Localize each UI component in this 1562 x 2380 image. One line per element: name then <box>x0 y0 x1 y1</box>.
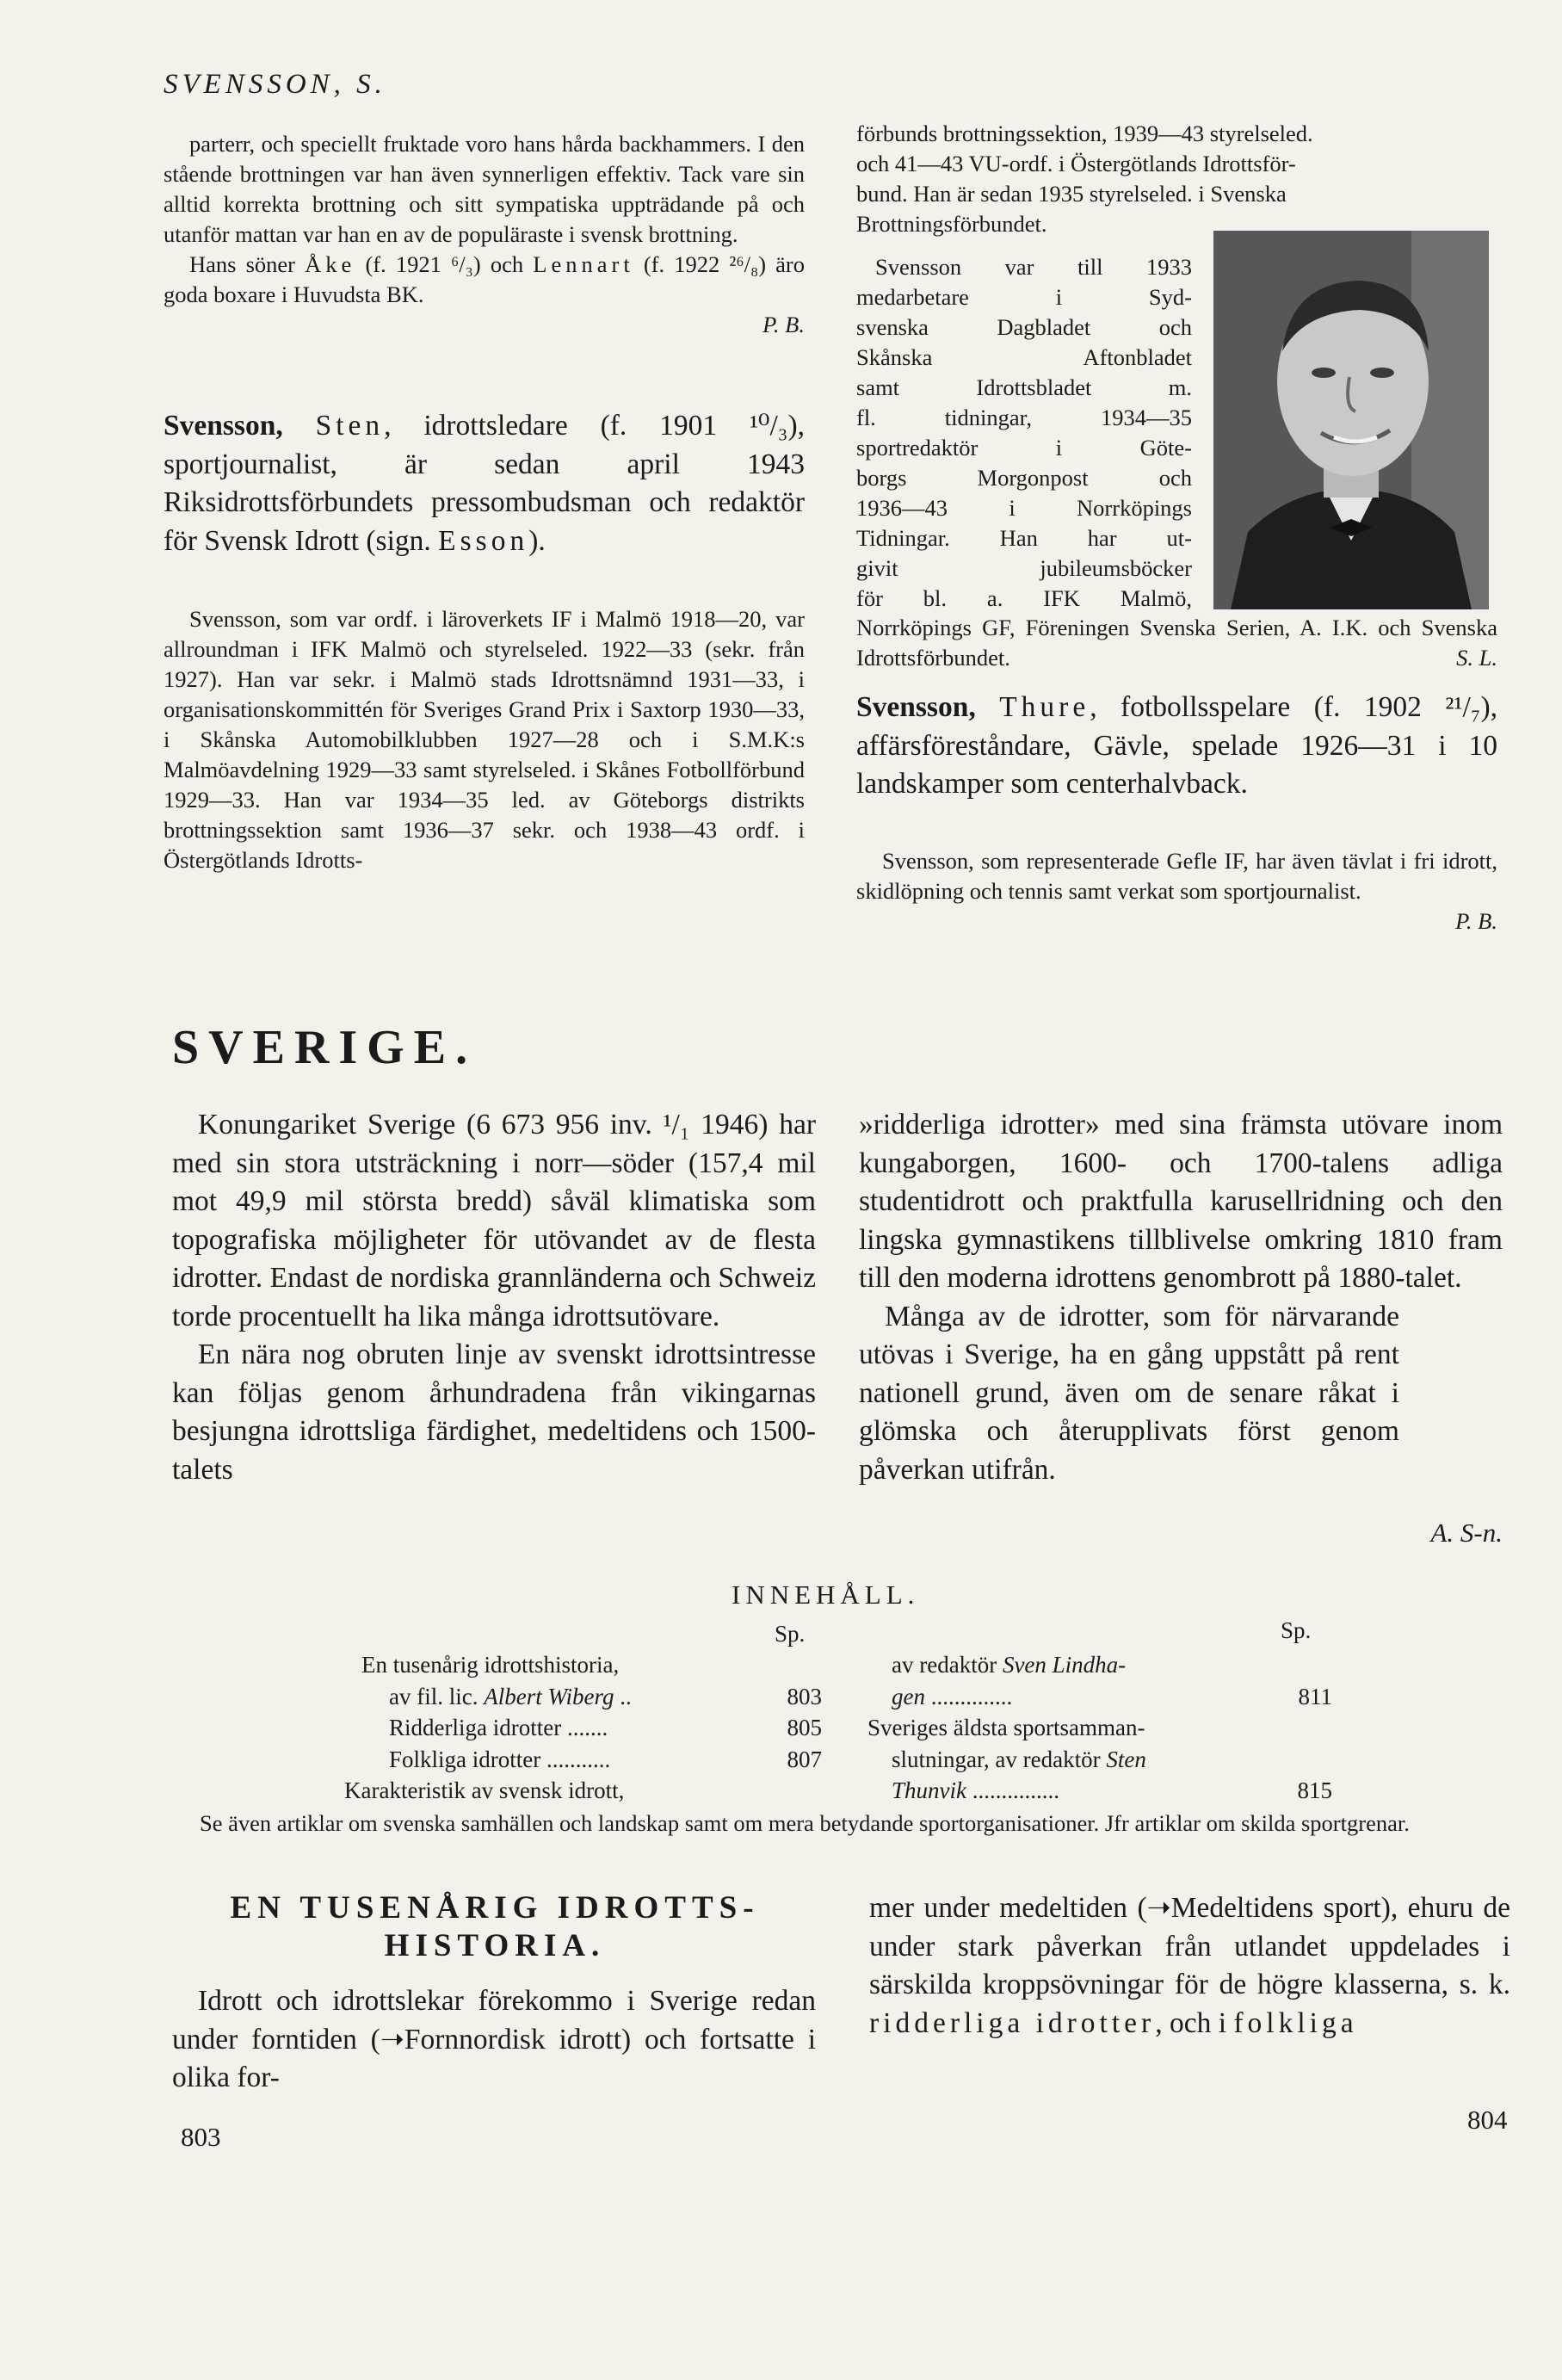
entry-sten-body <box>164 604 805 875</box>
see-also-note: Se även artiklar om svenska samhällen och landskap samt om mera betydande sportorganisationer. Jfr artiklar om skilda sportgrenar. <box>200 1810 1410 1836</box>
contents-right <box>867 1649 1332 1807</box>
line: och 41—43 VU-ordf. i Östergötlands Idrottsför- <box>856 151 1296 176</box>
line: sportredaktör i Göte- <box>856 435 1192 461</box>
entry-head: Svensson, Thure, fotbollsspelare (f. 1902 ²¹/₇), affärsföreståndare, Gävle, spelade 1926—31 i 10 landskamper som centerhalvback. <box>856 691 1498 800</box>
paragraph: Många av de idrotter, som för närvarande utövas i Sverige, ha en gång uppstått på rent nationell grund, även om de senare råkat i glömska och återupplivats först genom påverkan utifrån. <box>859 1300 1399 1486</box>
paragraph: En nära nog obruten linje av svenskt idrottsintresse kan följas genom århundradena från vikingarnas besjungna idrottsliga färdighet, medeltidens och 1500-talets <box>172 1338 816 1486</box>
page-number-right: 804 <box>1467 2105 1508 2135</box>
paragraph: Hans söner Åke (f. 1921 ⁶/₃) och Lennart (f. 1922 ²⁶/₈) äro goda boxare i Huvudsta BK. <box>164 251 805 307</box>
contents-left <box>344 1649 822 1807</box>
toc-entry[interactable]: slutningar, av redaktör Sten <box>892 1746 1146 1772</box>
right-top-column <box>856 119 1497 239</box>
paragraph: Norrköpings GF, Föreningen Svenska Serien, A. I.K. och Svenska Idrottsförbundet. <box>856 615 1497 671</box>
paragraph: »ridderliga idrotter» med sina främsta utövare inom kungaborgen, 1600- och 1700-talens adliga studentidrott och praktfulla karusellridning och den lingska gymnastikens tillblivelse omkring 1810 fram till den moderna idrottens genombrott på 1880-talet. <box>859 1109 1503 1294</box>
toc-entry[interactable]: Karakteristik av svensk idrott, <box>344 1777 625 1803</box>
entry-head: Svensson, Sten, idrottsledare (f. 1901 ¹⁰/₃), sportjournalist, är sedan april 1943 Riksidrottsförbundets pressombudsman och redaktör för Svensk Idrott (sign. Esson). <box>164 410 805 557</box>
toc-entry[interactable]: av redaktör Sven Lindha- <box>892 1652 1127 1678</box>
paragraph: parterr, och speciellt fruktade voro hans hårda backhammers. I den stående brottningen var han även synnerligen effektiv. Tack vare sin alltid korrekta brottning och sitt sympatiska uppträdande på och utanför mattan var han en av de populäraste i svensk brottning. <box>164 131 805 247</box>
contents-title: INNEHÅLL. <box>732 1579 920 1610</box>
line: givit jubileumsböcker <box>856 555 1192 581</box>
line: bund. Han är sedan 1935 styrelseled. i Svenska <box>856 181 1287 207</box>
line: medarbetare i Syd- <box>856 284 1192 310</box>
sp-label: Sp. <box>775 1621 806 1647</box>
line: förbunds brottningssektion, 1939—43 styrelseled. <box>856 121 1313 146</box>
article-title: SVERIGE. <box>172 1021 478 1074</box>
paragraph: Svensson, som var ordf. i läroverkets IF i Malmö 1918—20, var allroundman i IFK Malmö och styrelseled. 1922—33 (sekr. från 1927). Han var sekr. i Malmö stads Idrottsnämnd 1931—33, i organisationskommittén för Sveriges Grand Prix i Saxtorp 1930—33, i Skånska Automobilklubben 1927—28 och i S.M.K:s Malmöavdelning 1929—33 samt styrelseled. i Skånes Fotbollförbund 1929—33. Han var 1934—35 led. av Göteborgs distrikts brottningssektion samt 1936—37 sekr. och 1938—43 ordf. i Östergötlands Idrotts- <box>164 606 805 873</box>
sverige-left-column <box>172 1106 816 1489</box>
entry-thure <box>856 689 1497 804</box>
line: Tidningar. Han har ut- <box>856 525 1192 551</box>
line: för bl. a. IFK Malmö, <box>856 585 1192 611</box>
toc-entry[interactable]: Folkliga idrotter ........... 807 <box>389 1746 822 1772</box>
toc-entry[interactable]: Thunvik ............... 815 <box>892 1777 1332 1803</box>
toc-entry[interactable]: En tusenårig idrottshistoria, <box>361 1652 620 1678</box>
signature: P. B. <box>1455 908 1497 934</box>
signature: P. B. <box>762 312 805 337</box>
signature: S. L. <box>1456 645 1497 671</box>
paragraph: Svensson, som representerade Gefle IF, har även tävlat i fri idrott, skidlöpning och tennis samt verkat som sportjournalist. <box>856 848 1497 904</box>
running-header: SVENSSON, S. <box>164 69 386 100</box>
paragraph: mer under medeltiden (➝Medeltidens sport), ehuru de under stark påverkan från utlandet uppdelades i särskilda kroppsövningar för de högre klasserna, s. k. ridderliga idrotter, och i folkliga <box>869 1892 1510 2039</box>
left-top-column <box>164 129 805 340</box>
line: samt Idrottsbladet m. <box>856 374 1192 400</box>
line: Skånska Aftonbladet <box>856 344 1192 370</box>
right-narrow-column <box>856 252 1192 614</box>
paragraph: Konungariket Sverige (6 673 956 inv. ¹/₁ 1946) har med sin stora utsträckning i norr—söder (157,4 mil mot 49,9 mil största bredd) såväl klimatiska som topografiska möjligheter för utövandet av de flesta idrotter. Endast de nordiska grannländerna och Schweiz torde procentuellt ha lika många idrottsutövare. <box>172 1109 816 1332</box>
toc-entry[interactable]: av fil. lic. Albert Wiberg .. 803 <box>389 1683 822 1709</box>
history-right-column <box>869 1889 1510 2043</box>
history-left-column <box>172 1982 816 2098</box>
line: svenska Dagbladet och <box>856 314 1192 340</box>
line: borgs Morgonpost och <box>856 465 1192 491</box>
toc-entry[interactable]: Ridderliga idrotter ....... 805 <box>389 1715 822 1740</box>
toc-entry[interactable]: gen .............. 811 <box>892 1683 1332 1709</box>
line: Svensson var till 1933 <box>875 254 1192 280</box>
line: 1936—43 i Norrköpings <box>856 495 1192 521</box>
line: Brottningsförbundet. <box>856 211 1047 237</box>
portrait-photo <box>1213 231 1489 609</box>
section-title-line: EN TUSENÅRIG IDROTTS- <box>230 1890 760 1926</box>
paragraph: Idrott och idrottslekar förekommo i Sverige redan under forntiden (➝Fornnordisk idrott) och fortsatte i olika for- <box>172 1985 816 2093</box>
section-title-line: HISTORIA. <box>384 1928 606 1963</box>
line: fl. tidningar, 1934—35 <box>856 405 1192 430</box>
signature: A. S-n. <box>1430 1518 1503 1548</box>
sp-label: Sp. <box>1281 1617 1312 1643</box>
sverige-right-column <box>859 1106 1503 1489</box>
toc-entry[interactable]: Sveriges äldsta sportsamman- <box>867 1715 1145 1740</box>
entry-thure-body <box>856 846 1497 906</box>
entry-sten <box>164 407 805 560</box>
portrait-icon <box>1213 231 1489 609</box>
page-number-left: 803 <box>181 2122 221 2152</box>
section-title <box>172 1889 818 1965</box>
